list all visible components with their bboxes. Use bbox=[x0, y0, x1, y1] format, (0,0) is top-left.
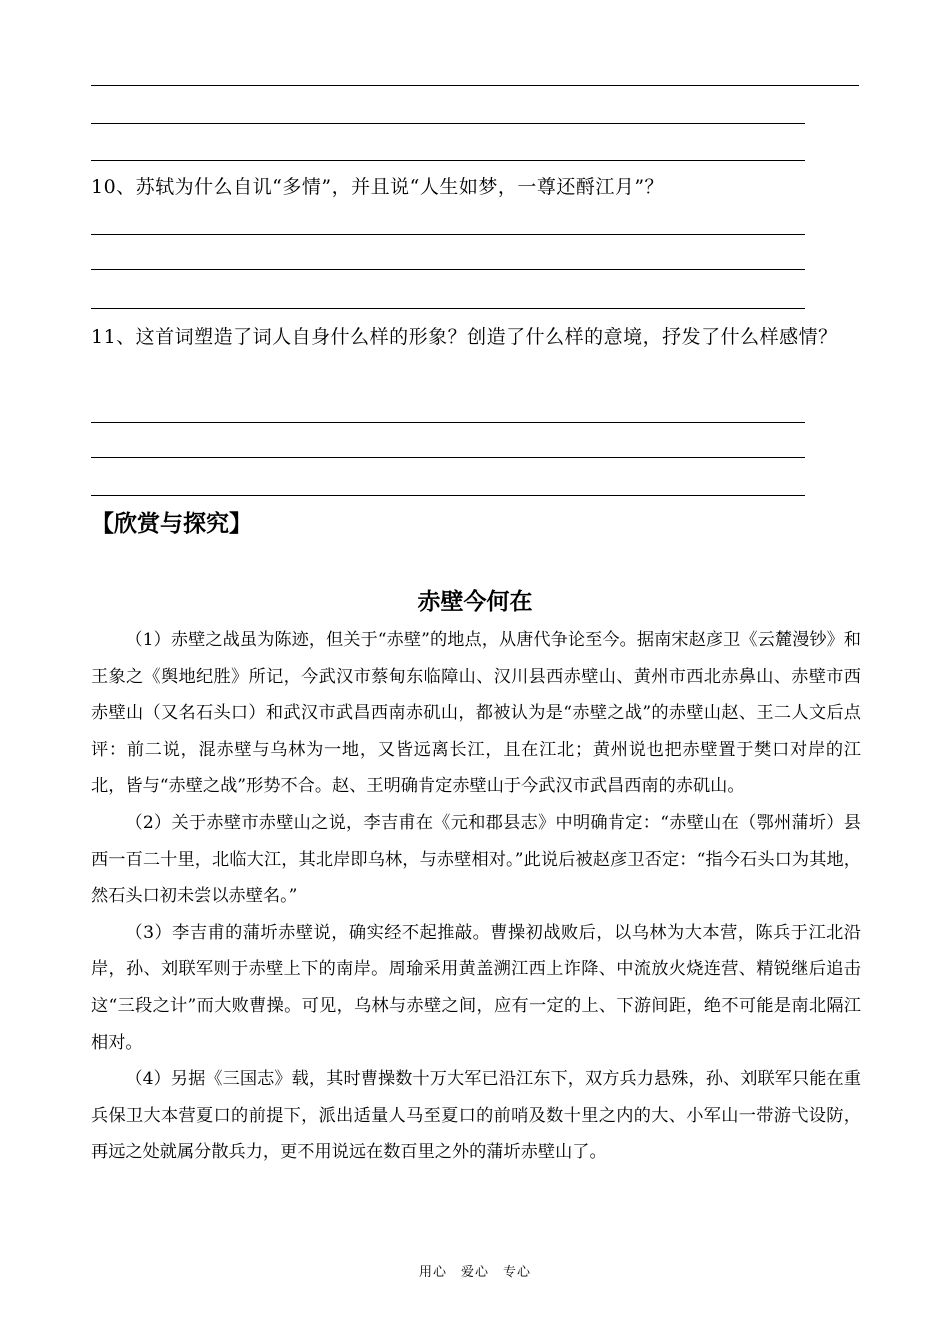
article-paragraph: （4）另据《三国志》载，其时曹操数十万大军已沿江东下，双方兵力悬殊，孙、刘联军只能在重兵保卫大本营夏口的前提下，派出适量人马至夏口的前哨及数十里之内的大、小军山一带游弋设防，再远之处就属分散兵力，更不用说远在数百里之外的蒲圻赤壁山了。 bbox=[91, 1069, 861, 1163]
article-title: 赤壁今何在 bbox=[417, 589, 533, 615]
answer-line bbox=[91, 269, 805, 270]
answer-line bbox=[91, 495, 805, 496]
answer-line bbox=[91, 308, 805, 309]
page-footer: 用心 爱心 专心 bbox=[418, 1265, 531, 1280]
answer-line bbox=[91, 85, 859, 86]
article-paragraph: （1）赤壁之战虽为陈迹，但关于“赤壁”的地点，从唐代争论至今。据南宋赵彦卫《云麓漫钞》和王象之《舆地纪胜》所记，今武汉市蔡甸东临障山、汉川县西赤壁山、黄州市西北赤鼻山、赤壁市西赤壁山（又名石头口）和武汉市武昌西南赤矶山，都被认为是“赤壁之战”的赤壁山赵、王二人文后点评：前二说，混赤壁与乌林为一地，又皆远离长江，且在江北；黄州说也把赤壁置于樊口对岸的江北，皆与“赤壁之战”形势不合。赵、王明确肯定赤壁山于今武汉市武昌西南的赤矶山。 bbox=[91, 630, 861, 797]
question-10: 10、苏轼为什么自讥“多情”，并且说“人生如梦，一尊还酹江月”？ bbox=[91, 176, 665, 198]
answer-line bbox=[91, 160, 805, 161]
article-body bbox=[91, 622, 861, 1171]
question-11: 11、这首词塑造了词人自身什么样的形象？创造了什么样的意境，抒发了什么样感情？ bbox=[91, 326, 838, 348]
answer-line bbox=[91, 422, 805, 423]
section-heading: 【欣赏与探究】 bbox=[91, 511, 252, 537]
answer-line bbox=[91, 457, 805, 458]
article-paragraph: （3）李吉甫的蒲圻赤壁说，确实经不起推敲。曹操初战败后，以乌林为大本营，陈兵于江北沿岸，孙、刘联军则于赤壁上下的南岸。周瑜采用黄盖溯江西上诈降、中流放火烧连营、精锐继后追击这“三段之计”而大败曹操。可见，乌林与赤壁之间，应有一定的上、下游间距，绝不可能是南北隔江相对。 bbox=[91, 922, 861, 1053]
answer-line bbox=[91, 234, 805, 235]
article-paragraph: （2）关于赤壁市赤壁山之说，李吉甫在《元和郡县志》中明确肯定：“赤壁山在（鄂州蒲圻）县西一百二十里，北临大江，其北岸即乌林，与赤壁相对。”此说后被赵彦卫否定：“指今石头口为其地，然石头口初未尝以赤壁名。” bbox=[91, 812, 861, 907]
answer-line bbox=[91, 123, 805, 124]
